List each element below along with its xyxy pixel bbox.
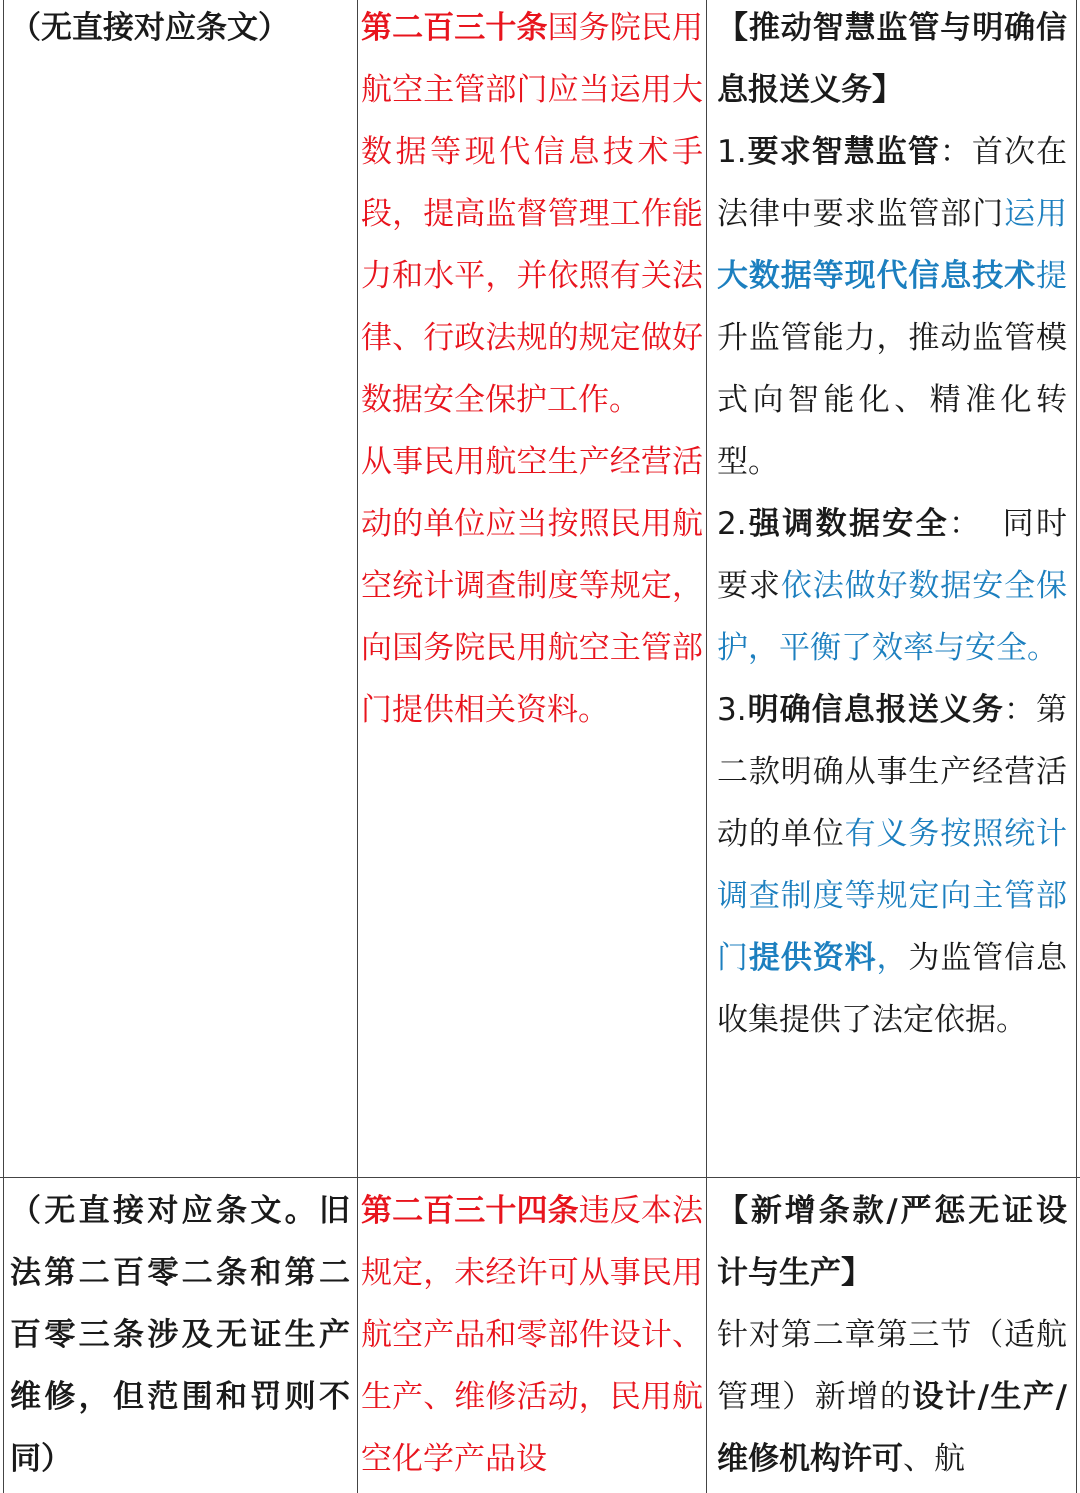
point-text: 同时要求	[717, 506, 1068, 604]
point-title: 要求智慧监管	[746, 134, 940, 170]
new-law-paragraph	[361, 431, 703, 741]
new-law-paragraph	[361, 0, 703, 431]
point-highlight: ，	[876, 940, 909, 976]
analysis-bold: 设计/生产/维修机构许可	[717, 1379, 1067, 1477]
old-law-text: （无直接对应条文。旧法第二百零二条和第二百零三条涉及无证生产维修，但范围和罚则不同）	[10, 1193, 350, 1477]
analysis-point	[717, 679, 1067, 1051]
point-number: 3.	[717, 692, 747, 728]
point-highlight: 依法做好数据安全保护，平衡了效率与安全。	[717, 568, 1068, 666]
article-text: 违反本法规定，未经许可从事民用航空产品和零部件设计、生产、维修活动，民用航空化学产品设	[361, 1193, 704, 1477]
old-law-text: （无直接对应条文）	[10, 10, 289, 46]
old-law-cell	[10, 0, 350, 59]
point-title: 明确信息报送义务	[746, 692, 1004, 728]
analysis-heading: 【新增条款/严惩无证设计与生产】	[717, 1193, 1067, 1291]
new-law-cell	[361, 0, 703, 741]
point-text: 首次在法律中要求监管部门	[717, 134, 1068, 232]
point-text: 第二款明确从事生产经营活动的单位	[717, 692, 1068, 852]
analysis-heading: 【推动智慧监管与明确信息报送义务】	[717, 10, 1067, 108]
row-divider	[0, 1177, 1080, 1178]
column-divider-1	[357, 0, 358, 1493]
point-highlight: 有义务按照统计调查制度等规定向主管部门	[717, 816, 1068, 976]
article-number: 第二百三十条	[361, 10, 548, 46]
analysis-point	[717, 493, 1067, 679]
analysis-cell	[717, 0, 1067, 1051]
analysis-text: 针对第二章第三节（适航管理）新增的	[717, 1317, 1067, 1415]
analysis-paragraph	[717, 1304, 1067, 1490]
old-law-cell	[10, 1180, 350, 1490]
point-highlight-bold: 提供资料	[748, 940, 877, 976]
point-number: 1.	[717, 134, 747, 170]
point-title: 强调数据安全	[746, 506, 949, 542]
point-colon: ：	[948, 506, 983, 542]
table-border-left	[3, 0, 4, 1493]
analysis-text: 、航	[903, 1441, 965, 1477]
analysis-cell	[717, 1180, 1067, 1490]
point-text: 升监管能力，推动监管模式向智能化、精准化转型。	[717, 320, 1067, 480]
point-text: 为监管信息收集提供了法定依据。	[717, 940, 1068, 1038]
point-highlight: 运用	[1004, 196, 1068, 232]
point-colon: ：	[939, 134, 972, 170]
new-law-cell	[361, 1180, 703, 1490]
point-highlight-bold: 大数据等现代信息技术	[717, 258, 1036, 294]
column-divider-2	[706, 0, 707, 1493]
point-number: 2.	[717, 506, 747, 542]
point-highlight: 提	[1036, 258, 1067, 294]
article-text: 国务院民用航空主管部门应当运用大数据等现代信息技术手段，提高监督管理工作能力和水平，并依照有关法律、行政法规的规定做好数据安全保护工作。	[361, 10, 704, 418]
new-law-paragraph	[361, 1180, 703, 1490]
article-text: 从事民用航空生产经营活动的单位应当按照民用航空统计调查制度等规定，向国务院民用航空主管部门提供相关资料。	[361, 444, 703, 728]
table-border-right	[1076, 0, 1077, 1493]
point-colon: ：	[1003, 692, 1037, 728]
analysis-point	[717, 121, 1067, 493]
article-number: 第二百三十四条	[361, 1193, 579, 1229]
